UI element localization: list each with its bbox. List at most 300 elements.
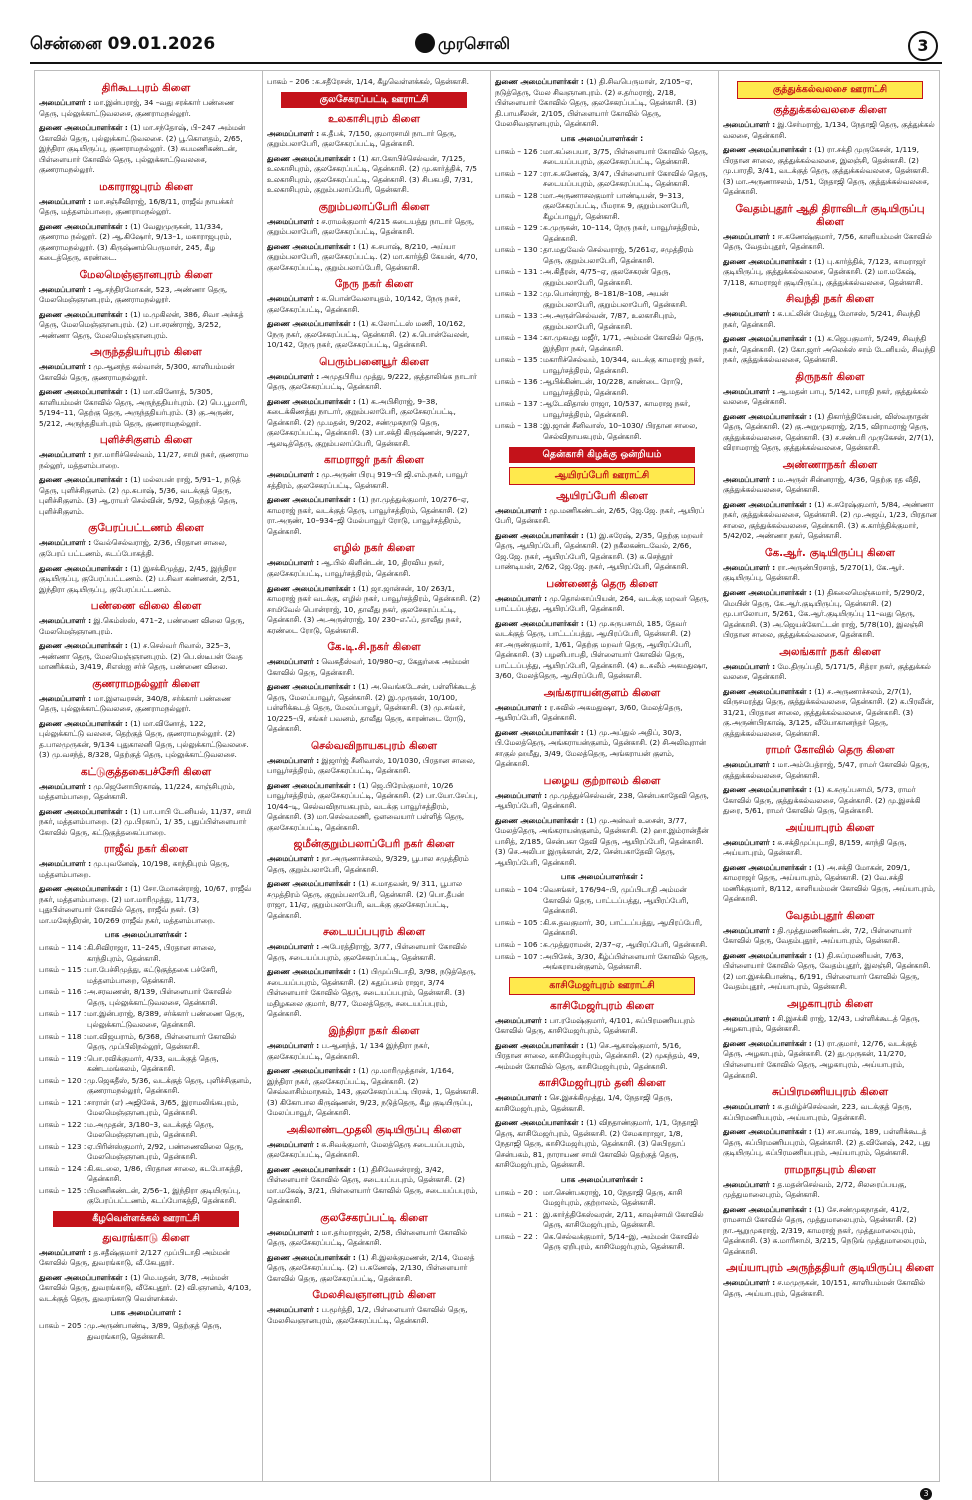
role-label: அமைப்பாளர் :	[267, 1305, 320, 1315]
member-entry	[723, 863, 937, 905]
member-details: இஜார்ஜ் சீனிவாஸ், 10/1030, பிரதான சாலை, பாவூர்சத்திரம், குலசேகரப்பட்டி, தென்காசி.	[267, 755, 476, 776]
member-entry	[267, 1140, 481, 1161]
member-details: மு.புவனேஷ், 10/198, காந்திபுரம் தெரு, மத்தளம்பாறை.	[39, 859, 230, 879]
role-label: துணை அமைப்பாளர்கள் :	[267, 396, 356, 406]
member-details: சி.இசக்கி ராஜ், 12/43, பள்ளிக்கூடத் தெரு, அழகாபுரம், தென்காசி.	[723, 1013, 920, 1034]
member-entry	[39, 641, 253, 673]
content-columns	[34, 70, 940, 1482]
member-entry	[723, 1014, 937, 1035]
member-details: (1) இ.சுரேஷ், 2/35, தெற்கு மறவர் தெரு, ஆயிரப்பேரி, தென்காசி. (2) நகீலகண்டவேல், 2/66, ஜே.ஜே. நகர், ஆயிரப்பேரி, தென்காசி. (3) சு.செந்தூர் பாண்டியன், 2/62, ஜே.ஜே. நகர், ஆயிரப்பேரி, தென்காசி.	[495, 530, 704, 572]
booth-number: பாகம் – 137 :	[495, 399, 543, 409]
booth-agent: கி.கடலை, 1/86, பிரதான சாலை, கடபோகத்தி, தென்காசி.	[87, 1163, 243, 1184]
booth-row	[495, 267, 709, 288]
member-entry	[267, 584, 481, 637]
member-details: ப.ஆனந்த், 1/ 134 இந்திரா நகர், குலசேகரப்பட்டி, தென்காசி.	[267, 1041, 430, 1061]
branch-heading: குறும்பலாப்பேரி கிளை	[318, 200, 430, 213]
column-divider	[718, 71, 719, 1481]
member-details: (1) திகலைமெஞ்சுமார், 5/290/2, மெயின் தெரு, கே.ஆர்.குடியிருப்பு, தென்காசி. (2) மூ.பாலோபா, 5/261, கே.ஆர்.குடியிருப்பு 11–வது தெரு, தென்காசி. (3) அ.ஜெயக்கோட்டன் ராஜ், 5/78(10), இலஞ்சி பிரதான சாலை, குத்துக்கல்வலசை, தென்காசி.	[723, 587, 925, 640]
page-number: 3	[908, 31, 938, 61]
booth-agent: கி.சிவிராஜா, 11–245, பிரதான சாலை, காந்திபுரம், தென்காசி.	[87, 943, 217, 963]
member-entry	[39, 807, 253, 839]
member-details: செ.இசக்கிமுத்து, 1/4, நேதாஜி தெரு, காசிமேஜர்புரம், தென்காசி.	[495, 1093, 673, 1113]
member-details: (1) மு.அப்துல் அதிப், 30/3, பி.மேலத்தெரு, அங்கராயன்குளம், தென்காசி. (2) சிஅலிவுரான் சாகுல் ஹமீது, 3/49, மேலத்தெரு, அங்கராயன் குளம், தென்காசி.	[495, 727, 706, 769]
section-banner: காசிமேஜர்புரம் ஊராட்சி	[509, 977, 695, 995]
role-label: அமைப்பாளர் :	[267, 755, 320, 765]
member-details: (1) மா.வினோத், 122, புல்லுக்காட்டு வலசை, தெற்குத் தெரு, குணராமநல்லூர். (2) த.பாலமுருகன், 9/134 புதுகாலனி தெரு, புல்லுக்காட்டுவலசை. (3) மு.வசந்த், 8/328, தெற்குத் தெரு, புல்லுக்காட்டுவலசை.	[39, 718, 249, 760]
member-details: ச.மமுருகன், 10/151, காளியம்மன் கோவில் தெரு, அய்யாபுரம், தென்காசி.	[723, 1278, 926, 1298]
member-entry	[723, 475, 937, 496]
role-label: துணை அமைப்பாளர்கள் :	[267, 583, 356, 593]
member-details: நா.அருணாச்சலம், 9/329, பூபால சமுத்திரம் தெரு, குறும்பலாபேரி, தென்காசி.	[267, 854, 469, 874]
role-label: துணை அமைப்பாளர்கள் :	[267, 682, 356, 692]
branch-heading: குலசேகரப்பட்டி கிளை	[320, 1211, 428, 1224]
role-label: அமைப்பாளர் :	[267, 216, 320, 226]
member-entry	[39, 310, 253, 342]
booth-row	[39, 1098, 253, 1119]
member-details: (1) செ.ஆகாஷ்குமார், 5/16, பிரதான சாலை, காசிமேஜர்புரம், தென்காசி. (2) முகந்தம், 49, அம்மன் கோவில் தெரு, காசிமேஜர்புரம், தென்காசி.	[495, 1040, 700, 1071]
member-details: (1) ரா.குமார், 12/76, வடக்குத் தெரு, அழகாபுரம், தென்காசி. (2) து.முருகன், 11/270, பிள்ளையார் கோவில் தெரு, அழகாபுரம், அய்யாபுரம், தென்காசி.	[723, 1038, 917, 1080]
booth-row	[39, 987, 253, 1008]
role-label: அமைப்பாளர் :	[267, 128, 320, 138]
member-details: ஆ.பில் கிளின்டன், 10, திரவிய நகர், குலசேகரப்பட்டி, பாவூர்சத்திரம், தென்காசி.	[267, 558, 445, 578]
member-details: (1) ச.அருணாச்சலம், 2/7(1), விருசமரத்து தெரு, குத்துக்கல்வலசை, தென்காசி. (2) க.பிரவீன், 31/21, பிரதான சாலை, குத்துக்கல்வலசை, தென்காசி. (3) கு.அருண்பிரகாஷ், 3/125, வீயோகானந்தர் தெரு, குத்துக்கல்வலசை, தென்காசி.	[723, 686, 934, 738]
role-label: துணை அமைப்பாளர்கள் :	[723, 334, 812, 344]
member-details: நா.மாரிச்செல்வம், 11/27, சாமி நகர், குணராம நல்லூர், மத்தளம்பாறை.	[39, 450, 249, 470]
role-label: துணை அமைப்பாளர்கள் :	[723, 1204, 812, 1214]
member-entry	[267, 942, 481, 963]
member-details: ஆ.மதன் பாபு, 5/142, பாரதி நகர், குத்துக்கல் வலசை, தென்காசி.	[723, 386, 928, 407]
sub-heading: பாக அமைப்பாளர்கள் :	[104, 930, 188, 940]
member-entry	[39, 719, 253, 761]
member-entry	[723, 1278, 937, 1299]
booth-row	[495, 1188, 709, 1209]
member-entry	[495, 1118, 709, 1171]
role-label: அமைப்பாளர் :	[723, 309, 776, 319]
sub-heading: பாக அமைப்பாளர்கள் :	[560, 1174, 644, 1184]
member-details: (1) தி.சிவபெருமாள், 2/105–ஏ, நடுத்தெரு, மேல சிவஞானபுரம். (2) ச.தர்மராஜ், 2/18, பிள்ளையார் கோவில் தெரு, குலசேகரப்பட்டி, தென்காசி. (3) தி.பாயசீலன், 2/105, பிள்ளையார் கோவில் தெரு, மேலசிவஞானபுரம், தென்காசி.	[495, 77, 697, 129]
booth-number: பாகம் – 115 :	[39, 965, 87, 975]
booth-agent: அ.கிதீரன், 4/75–ஏ, குலசேகரன் தெரு, குறும்பலாபேரி, தென்காசி.	[543, 267, 671, 287]
member-details: (1) சு.சுரேஷ்குமார், 5/84, அண்ணா நகர், குத்துக்கல்வலசை, தென்காசி. (2) மு.அஜய், 1/23, பிரதான சாலை, குத்துக்கல்வலசை, தென்காசி. (3) சு.கார்த்திக்குமார், 5/42/02, அண்ணா நகர், தென்காசி.	[723, 499, 937, 541]
branch-heading: கே.ஆர். குடியிருப்பு கிளை	[765, 546, 895, 559]
member-details: (1) மல்லபன் ராஜ், 5/91–1, நடுத் தெரு, புளிச்சிகுளம். (2) மு.சுபாஷ், 5/36, வடக்குத் தெரு, புளிச்சிகுளம். (3) ஆ.ராயர் செல்வின், 5/92, தெற்குத் தெரு, புளிச்சிகுளம்.	[39, 475, 241, 516]
booth-agent: மா.இன்பராஜ், 8/389, சர்க்கார் பண்ணை தெரு, புல்லுக்காட்டுவலசை, தென்காசி.	[87, 1009, 245, 1029]
member-details: மா.இன்பராஜ், 34 –வது சரக்கார் பண்ணை தெரு, புல்லுக்காட்டுவலசை, குணராமநல்லூர்.	[39, 98, 235, 118]
booth-agent: மு.அருண்பாண்டி, 3/89, தெற்குத் தெரு, துவரங்காடு, தென்காசி.	[87, 1321, 222, 1341]
member-entry	[267, 682, 481, 735]
member-details: ச.ராமக்குமார் 4/215 கடையத்து நாடார் தெரு, குறும்பலாபேரி, குலசேகரப்பட்டி, தென்காசி.	[267, 216, 475, 237]
member-entry	[723, 1039, 937, 1081]
member-entry	[495, 77, 709, 130]
member-details: பா.ரமேஷ்குமார், 4/101, சுப்பிரமணியபுரம் கோவில் தெரு, காசிமேஜர்புரம், தென்காசி.	[495, 1015, 695, 1036]
role-label: துணை அமைப்பாளர்கள் :	[267, 495, 356, 505]
branch-heading: அங்கராயன்குளம் கிளை	[543, 686, 661, 699]
member-details: சு.சக்திமுப்புடாதி, 8/159, காந்தி தெரு, அய்யாபுரம், தென்காசி.	[723, 837, 907, 858]
booth-number: பாகம் – 125 :	[39, 1185, 87, 1195]
role-label: துணை அமைப்பாளர்கள் :	[39, 475, 128, 485]
member-details: (1) க.லோட்டஸ் மணி, 10/162, நேரு நகர், குலசேகரப்பட்டி, தென்காசி. (2) சு.பொன்வேலன், 10/142, நேரு நகர், குலசேகரப்பட்டி, தென்காசி.	[267, 319, 470, 350]
member-entry	[267, 1253, 481, 1285]
member-details: சு.தமிழ்ச்செல்வன், 223, வடக்குத் தெரு, சுப்பிரமணியபுரம், அய்யாபுரம், தென்காசி.	[723, 1102, 912, 1122]
section-banner: ஆயிரப்பேரி ஊராட்சி	[509, 467, 695, 485]
member-entry	[267, 154, 481, 196]
member-details: (1) விநதாண்குமார், 1/1, நேதாஜி தெரு, காசிமேஜர்புரம், தென்காசி. (2) சேமகாராஜா, 1/8, நேதாஜி தெரு, காசிமேஜர்புரம், தென்காசி. (3) செபிரதாப் சென்பகம், 81, நாராயண சாமி கோவில் தெற்குத் தெரு, காசிமேஜர்புரம், தென்காசி.	[495, 1118, 698, 1170]
branch-heading: திருநகர் கிளை	[795, 370, 865, 383]
role-label: அமைப்பாளர் :	[267, 1041, 320, 1050]
booth-row	[39, 1009, 253, 1030]
member-entry	[723, 1205, 937, 1258]
member-entry	[39, 362, 253, 383]
member-details: அமுதபிரிய முத்து, 9/222, குத்தாலிங்க நாடார் தெரு, குலசேகரப்பட்டி, தென்காசி.	[267, 371, 477, 392]
role-label: துணை அமைப்பாளர்கள் :	[723, 1038, 812, 1048]
branch-heading: பண்ணை விலை கிளை	[90, 600, 202, 613]
member-details: த.சதீஷ்குமார் 2/127 முப்பிடாதி அம்மன் கோவில் தெரு, துவரங்காடு, வீ.கேபுதூர்.	[39, 1247, 230, 1268]
branch-heading: அய்யாபுரம் அருந்ததியர் குடியிருப்பு கிளை	[726, 1262, 934, 1275]
booth-agent: சாராள் (எ) அஜிசேக், 3/65, இராமலிங்கபுரம், மேலமெஞ்ஞானபுரம், தென்காசி.	[87, 1097, 239, 1118]
column-4	[723, 77, 937, 1475]
member-entry	[267, 217, 481, 238]
member-details: (1) திகார்த்திகேயன், விஸ்வநாதன் தெரு, தென்காசி. (2) கு.அறுமுகராஜ், 2/15, விராமராஜ் தெரு, குத்துக்கல்வலசை, தென்காசி. (3) ச.சண்பரி முருகேசன், 2/7(1), விராமராஜ் தெரு, குத்துக்கல்வலசை, தென்காசி.	[723, 411, 934, 453]
branch-heading: உலகாசிபுரம் கிளை	[327, 112, 421, 125]
member-entry	[267, 319, 481, 351]
member-details: வெகதீஸ்வர், 10/980–ஏ, கேதுர்கை அம்மன் கோவில் தெரு, தென்காசி.	[267, 657, 470, 677]
booth-number: பாகம் – 134 :	[495, 333, 543, 343]
booth-number: பாகம் – 128 :	[495, 190, 543, 200]
branch-heading: வேதம்புதூர் ஆதி திராவிடர் குடியிருப்பு கிளை	[735, 202, 925, 228]
branch-heading: அய்யாபுரம் கிளை	[785, 821, 875, 834]
role-label: அமைப்பாளர் :	[723, 474, 776, 484]
booth-number: பாகம் – 116 :	[39, 987, 87, 997]
member-entry	[495, 1041, 709, 1073]
booth-number: பாகம் – 119 :	[39, 1053, 87, 1063]
role-label: துணை அமைப்பாளர்கள் :	[39, 563, 128, 573]
member-details: அபேரத்திராஜ், 3/77, பிள்ளையார் கோவில் தெரு, சடையப்பபுரம், குலசேகரப்பட்டி, தென்காசி.	[267, 942, 467, 962]
member-entry	[39, 98, 253, 119]
member-entry	[267, 397, 481, 450]
role-label: அமைப்பாளர் :	[39, 781, 92, 791]
role-label: அமைப்பாளர் :	[495, 790, 548, 800]
booth-row	[495, 377, 709, 398]
member-entry	[495, 1016, 709, 1037]
booth-agent: ஆடேவிதாஸ் ராஜா, 10/537, காமராஜ நகர், பாவூர்சத்திரம், தென்காசி.	[543, 399, 691, 419]
branch-heading: எழில் நகர் கிளை	[333, 542, 415, 555]
booth-agent: மா.அருணாசலகுமார் பாண்டியன், 9–313, குலசேகரப்பட்டி, பீமராசு 9, குறும்பலாபேரி, கீழப்பாவூர், தென்காசி.	[543, 190, 690, 221]
member-entry	[495, 594, 709, 615]
role-label: அமைப்பாளர் :	[39, 1247, 92, 1257]
branch-heading: நேரு நகர் கிளை	[334, 278, 414, 291]
branch-heading: ஜமீன்குறும்பலாப்பேரி நகர் கிளை	[293, 838, 455, 851]
branch-heading: அலங்கார் நகர் கிளை	[779, 645, 881, 658]
role-label: துணை அமைப்பாளர்கள் :	[267, 1252, 356, 1262]
role-label: அமைப்பாளர் :	[267, 470, 320, 480]
member-entry	[495, 531, 709, 573]
role-label: துணை அமைப்பாளர்கள் :	[39, 387, 128, 397]
role-label: அமைப்பாளர் :	[267, 371, 320, 381]
role-label: அமைப்பாளர் :	[495, 1015, 548, 1025]
member-details: (1) ச.செல்வர் ரிவால், 325–3, அண்ணா தெரு, மேலமெஞ்ஞானபுரம். (2) பெ.ஸ்டீபன் வேத மாணிக்கம், 3/419, சிஎஸ்ஐ சர்ச் தெரு, பண்ணை விலை.	[39, 641, 243, 672]
column-2	[267, 77, 481, 1475]
booth-agent: மா.விஜயராம், 6/368, பிள்ளையார் கோவில் தெரு, முப்பிலிநல்லூர், தென்காசி.	[87, 1031, 237, 1052]
newspaper-header	[0, 0, 972, 58]
member-entry	[723, 257, 937, 289]
booth-agent: ஆபிக்கிண்டன், 10/228, காண்டை ரோடு, பாவூர்சத்திரம், தென்காசி.	[543, 377, 683, 397]
member-entry	[267, 242, 481, 274]
booth-number: பாகம் – 131 :	[495, 267, 543, 277]
booth-agent: சு.முத்துராமன், 2/37–ஏ, ஆயிரப்பேரி, தென்காசி.	[543, 940, 708, 949]
role-label: அமைப்பாளர் :	[723, 760, 776, 770]
column-divider	[262, 71, 263, 1481]
role-label: துணை அமைப்பாளர்கள் :	[495, 530, 584, 540]
booth-agent: பா.பேச்சிமுத்து, கட்டுகுத்தகை பச்சேரி, மத்தளம்பாறை, தென்காசி.	[87, 965, 218, 985]
role-label: அமைப்பாளர் :	[39, 284, 92, 294]
role-label: துணை அமைப்பாளர்கள் :	[723, 256, 812, 266]
booth-agent: பிமணிகண்டன், 2/56–1, இந்திரா குடியிருப்பு, குபேரப்பட்டணம், கடப்போகத்தி, தென்காசி.	[87, 1185, 241, 1206]
booth-number: பாகம் – 22 :	[495, 1231, 538, 1241]
booth-row	[495, 940, 709, 951]
member-details: (1) கா.கோபிச்செல்வன், 7/125, உலகாசிபுரம், குலசேகரப்பட்டி, தென்காசி. (2) மு.கார்த்திக், 7/5 உலகாசிபுரம், குலசேகரப்பட்டி, தென்காசி. (3) சிபகபதி, 7/31, உலகாசிபுரம், குறும்பலாப்பேரி, தென்காசி.	[267, 153, 478, 195]
booth-row	[495, 169, 709, 190]
branch-heading: ராமர் கோவில் தெரு கிளை	[765, 744, 895, 757]
member-details: சு.சிவக்குமார், மேலத்தெரு சடையப்பபுரம், குலசேகரப்பட்டி, தென்காசி.	[267, 1139, 465, 1160]
member-entry	[267, 470, 481, 491]
column-1	[39, 77, 253, 1475]
role-label: துணை அமைப்பாளர்கள் :	[723, 686, 812, 696]
role-label: துணை அமைப்பாளர்கள் :	[495, 1040, 584, 1050]
booth-number: பாகம் – 135 :	[495, 355, 543, 365]
member-entry	[267, 129, 481, 150]
role-label: துணை அமைப்பாளர்கள் :	[723, 950, 812, 960]
role-label: துணை அமைப்பாளர்கள் :	[267, 879, 356, 889]
member-entry	[267, 294, 481, 315]
booth-agent: கா.முகமது மஜீர், 1/71, அம்மன் கோவில் தெரு, இந்திரா நகர், தென்காசி.	[543, 333, 704, 353]
member-details: க.பொன்வேலாயுதம், 10/142, நேரு நகர், குலசேகரப்பட்டி, தென்காசி.	[267, 294, 461, 314]
member-details: (1) சு.மாதவன், 9/ 311, பூபால சமுத்திரம் தெரு, குறும்பலாபேரி, தென்காசி. (2) பொ.தீபன் ராஜா, 11/ஏ, குறும்பலாபேரி, வடக்கு குலசேகரப்பட்டி, தென்காசி.	[267, 879, 464, 920]
column-divider	[490, 71, 491, 1481]
booth-number: பாகம் – 132 :	[495, 289, 543, 299]
booth-number: பாகம் – 206 :	[267, 77, 315, 86]
column-3	[495, 77, 709, 1475]
role-label: அமைப்பாளர் :	[267, 294, 320, 304]
booth-number: பாகம் – 118 :	[39, 1031, 87, 1041]
role-label: துணை அமைப்பாளர்கள் :	[723, 587, 812, 597]
branch-heading: ராமநாதபுரம் கிளை	[784, 1163, 876, 1176]
member-entry	[267, 1228, 481, 1249]
booth-row	[39, 1032, 253, 1053]
branch-heading: மேலசிவஞானபுரம் கிளை	[312, 1289, 436, 1302]
booth-number: பாகம் – 120 :	[39, 1075, 87, 1085]
role-label: அமைப்பாளர் :	[39, 450, 92, 460]
role-label: துணை அமைப்பாளர்கள் :	[39, 718, 128, 728]
booth-number: பாகம் – 123 :	[39, 1141, 87, 1151]
role-label: அமைப்பாளர் :	[723, 231, 776, 241]
member-entry	[723, 309, 937, 330]
role-label: துணை அமைப்பாளர்கள் :	[39, 123, 128, 133]
member-details: (1) பா.பாபி டேனியல், 11/37, சாமி நகர், மத்தளம்பாறை. (2) மு.பிரகாப், 1/ 35, புதுப்பிள்ளையார் கோவில் தெரு, கட்டுகுத்தகைப்பாறை.	[39, 806, 252, 837]
booth-number: பாகம் – 107 :	[495, 951, 543, 961]
member-entry	[267, 657, 481, 678]
role-label: அமைப்பாளர் :	[39, 616, 92, 626]
member-entry	[723, 951, 937, 993]
role-label: அமைப்பாளர் :	[267, 1139, 320, 1149]
member-details: மு.தொல்காப்பியன், 264, வடக்கு மறவர் தெரு, பாட்டப்பத்து, ஆயிரப்பேரி, தென்காசி.	[495, 593, 709, 614]
member-entry	[267, 558, 481, 579]
member-entry	[267, 967, 481, 1020]
member-details: மு.ஜெனோபிரகாஷ், 11/224, காஞ்சிபுரம், மத்தளம்பாறை, தென்காசி.	[39, 781, 235, 802]
role-label: துணை அமைப்பாளர்கள் :	[267, 780, 356, 790]
booth-agent: அபிசேக், 3/30, கீழ்ப்பிள்ளையார் கோவில் தெரு, அங்கராயன்குளம், தென்காசி.	[543, 951, 709, 972]
section-banner: குலசேகரப்பட்டி ஊராட்சி	[281, 92, 467, 108]
booth-agent: கெ.செல்வக்குமார், 5/14–இ, அம்மன் கோவில் தெரு ஏறிபுரம், காசிமேஜர்புரம், தென்காசி.	[543, 1231, 699, 1252]
sub-heading: பாக அமைப்பாளர்கள் :	[560, 133, 644, 143]
member-details: (1) பிமுப்பிடாதி, 3/98, நடுத்தெரு, சடையப்பபுரம், தென்காசி. (2) சுதுப்பசம் ராஜா, 3/74 பிள்ளையார் கோவில் தெரு, சடையப்பபுரம், தென்காசி. (3) மதிழகலை குமார், 8/77, மேலத்தெரு, சடையப்பபுரம், தென்காசி.	[267, 967, 476, 1019]
member-entry	[39, 616, 253, 637]
booth-row	[495, 147, 709, 168]
role-label: துணை அமைப்பாளர்கள் :	[723, 145, 812, 155]
member-entry	[723, 120, 937, 141]
role-label: துணை அமைப்பாளர்கள் :	[267, 319, 356, 329]
member-entry	[723, 785, 937, 817]
member-entry	[723, 412, 937, 454]
member-entry	[39, 475, 253, 517]
member-entry	[723, 232, 937, 253]
booth-agent: சு.சதீரேசன், 1/14, கீழவெள்ளக்கல், தென்காசி.	[315, 77, 469, 86]
member-details: மா.இளவரசன், 340/8, சர்க்கார் பண்ணை தெரு, புல்லுக்காட்டுவலசை, குணராமநல்லூர்.	[39, 693, 232, 714]
member-details: (1) தி.சுப்ரமணியன், 7/63, பிள்ளையார் கோவில் தெரு, வேதம்புதூர், இலஞ்சி, தென்காசி. (2) மா.இசக்கிபாண்டி, 6/191, பிள்ளையார் கோவில் தெரு, வேதம்புதூர், அய்யாபுரம், தென்காசி.	[723, 950, 931, 992]
role-label: துணை அமைப்பாளர்கள் :	[495, 1118, 584, 1128]
member-details: (1) ஜா.ஜான்சன், 10/ 263/1, காமராஜ் நகர் வடக்கு, எழில் நகர், பாவூர்சத்திரம், தென்காசி. (2) சாமிவேல் பொன்ராஜ், 10, தாவீது நகர், குலசேகரப்பட்டி, தென்காசி. (3) அ.அருள்ராஜ், 10/ 230–எஃப், தாவீது நகர், கரண்டை ரோடு, தென்காசி.	[267, 583, 481, 635]
booth-number: பாகம் – 126 :	[495, 146, 543, 156]
member-details: (1) சு.சபாஷ், 8/210, அய்யா குறும்பலாபேரி, குலசேகரப்பட்டி. (2) மா.கார்த்தி கேயன், 4/70, குலசேகரப்பட்டி, குறும்பலாப்பேரி, தென்காசி.	[267, 241, 478, 272]
member-details: (1) மு.சுருபசாமி, 185, தேவர் வடக்குத் தெரு, பாட்டப்பத்து, ஆயிரப்பேரி, தென்காசி. (2) சா.அருண்குமார், 1/61, தெற்கு மறவர் தெரு, ஆயிரப்பேரி, தென்காசி. (3) பழனிபாபதி, பிள்ளையார் கோவில் தெரு, பாட்டப்பத்து, ஆயிரப்பேரி, தென்காசி. (4) உ.சுலீம் அகமதுஷா, 3/60, மேலத்தெரு, ஆயிரப்பேரி, தென்காசி.	[495, 618, 708, 681]
edition-date: சென்னை 09.01.2026	[30, 34, 216, 54]
member-entry	[723, 662, 937, 683]
booth-row	[495, 333, 709, 354]
booth-number: பாகம் – 124 :	[39, 1163, 87, 1173]
member-details: (1) திசிவேசன்ராஜ், 3/42, பிள்ளையார் கோவில் தெரு, சடையப்பபுரம், தென்காசி. (2) மா.மகேஷ், 3/21, பிள்ளையார் கோவில் தெரு, சடையப்பபுரம், தென்காசி.	[267, 1164, 478, 1206]
member-entry	[723, 588, 937, 641]
branch-heading: கட்டுகுத்தகைபச்சேரி கிளை	[80, 765, 212, 778]
booth-row	[495, 1232, 709, 1253]
section-banner: குத்துக்கல்வலசை ஊராட்சி	[737, 81, 923, 99]
role-label: அமைப்பாளர் :	[723, 120, 776, 129]
role-label: துணை அமைப்பாளர்கள் :	[39, 884, 128, 894]
member-entry	[267, 879, 481, 921]
member-entry	[723, 1180, 937, 1201]
member-details: மே.திருப்பதி, 5/171/5, சித்ரா நகர், குத்துக்கல் வலசை, தென்காசி.	[723, 661, 931, 682]
role-label: துணை அமைப்பாளர்கள் :	[723, 499, 812, 509]
member-details: (1) சோ.மோகன்ராஜ், 10/67, ராஜீவ் நகர், மத்தளம்பாறை. (2) மா.மாரிமுத்து, 11/73, புதுபிள்ளையார் கோவில் தெரு, ராஜீவ் நகர். (3) மா.மகேந்திரன், 10/269 ராஜீவ் நகர், மத்தளம்பாறை.	[39, 884, 251, 925]
branch-heading: சிவந்தி நகர் கிளை	[786, 293, 874, 306]
member-entry	[267, 756, 481, 777]
role-label: துணை அமைப்பாளர்கள் :	[39, 309, 128, 319]
booth-row	[495, 311, 709, 332]
role-label: அமைப்பாளர் :	[267, 942, 320, 952]
role-label: அமைப்பாளர் :	[723, 1013, 776, 1023]
footer-page-badge: 3	[920, 1488, 932, 1500]
member-entry	[39, 1273, 253, 1305]
member-entry	[495, 728, 709, 770]
booth-row	[495, 952, 709, 973]
branch-heading: பழைய குற்றாலம் கிளை	[543, 774, 661, 787]
role-label: துணை அமைப்பாளர்கள் :	[495, 727, 584, 737]
sub-heading: பாக அமைப்பாளர் :	[110, 1308, 182, 1318]
member-details: (1) சே.சண்முகநாதன், 41/2, ராமசாமி கோவில் தெரு, முத்துமாலைபுரம், தென்காசி. (2) நா.ஆறுமுகராஜ், 2/319, காமராஜ் நகர், முத்துமாலைபுரம், தென்காசி. (3) சு.மாரிசாமி, 3/215, நெடுங் முத்துமாலைபுரம், தென்காசி.	[723, 1204, 927, 1256]
role-label: அமைப்பாளர் :	[723, 661, 776, 671]
role-label: அமைப்பாளர் :	[39, 538, 92, 548]
member-entry	[723, 760, 937, 781]
branch-heading: அருந்ததியர்புரம் கிளை	[90, 346, 202, 359]
member-entry	[495, 791, 709, 812]
booth-number: பாகம் – 129 :	[495, 223, 543, 233]
member-details: மு.மணிகண்டன், 2/65, ஜே.ஜே. நகர், ஆயிரப் பேரி, தென்காசி.	[495, 505, 705, 526]
role-label: அமைப்பாளர் :	[267, 558, 320, 568]
section-banner: தென்காசி கிழக்கு ஒன்றியம்	[509, 447, 695, 463]
member-details: (1) மு.அன்வர் உசைன், 3/77, மேலத்தெரு, அங்கராயன்குளம், தென்காசி. (2) ஹா.இம்ரான்தீன் பாசித், 2/185, சென்பகா தேவி தெரு, ஆயிரப்பேரி, தென்காசி. (3) செ.அலிபா இருக்கான், 2/2, சென்பகாதேவி தெரு, ஆயிரப்பேரி, தென்காசி.	[495, 815, 709, 867]
role-label: துணை அமைப்பாளர்கள் :	[495, 815, 584, 825]
role-label: அமைப்பாளர் :	[723, 1179, 776, 1189]
booth-number: பாகம் – 106 :	[495, 940, 543, 949]
member-entry	[495, 816, 709, 869]
member-details: (1) வேலுமுருகன், 11/334, குணராம நல்லூர். (2) ஆ.கிஷோர், 9/13–1, மகாராஜபுரம், குணராமநல்லூர். (3) கிருஷ்ணம்பெருமாள், 245, கீழ கடைத்தெரு, சுரண்டை.	[39, 221, 232, 263]
booth-row	[495, 223, 709, 244]
booth-row	[495, 399, 709, 420]
booth-row	[39, 1321, 253, 1342]
member-details: (1) மா.வினோத், 5/305, காளியம்மன் கோவில் தெரு, அருந்ததியர்புரம். (2) பெ.பூமாரி, 5/194–11, தெற்கு தெரு, அருந்ததியர்புரம். (3) கு.அருண், 5/212, அருந்ததியர்புரம் தெரு, குணராமநல்லூர்.	[39, 387, 248, 428]
member-entry	[267, 781, 481, 834]
role-label: துணை அமைப்பாளர்கள் :	[39, 1272, 128, 1282]
member-entry	[495, 703, 709, 724]
branch-heading: ஆயிரப்பேரி கிளை	[556, 489, 648, 502]
booth-row	[39, 943, 253, 964]
member-entry	[267, 372, 481, 393]
member-entry	[495, 1093, 709, 1114]
booth-agent: இ.கார்த்திகேஸ்வரன், 2/11, காவுச்சாமி கோவில் தெரு, காசிமேஜர்புரம், தென்காசி.	[543, 1209, 704, 1230]
branch-heading: அகிலாண்டமுதலி குடியிருப்பு கிளை	[286, 1123, 462, 1136]
member-details: (1) அ.சக்தி மோகன், 209/1, காமராஜர் தெரு, அய்யாபுரம், தென்காசி. (2) வே.சக்தி மணிக்குமார், 8/112, காளியம்மன் கோவில் தெரு, அய்யாபுரம், தென்காசி.	[723, 862, 936, 904]
booth-agent: இ.ஜான் சீனிவாஸ், 10–1030/ பிரதான சாலை, செல்விநாயகபுரம், தென்காசி.	[543, 421, 698, 441]
branch-heading: அழகாபுரம் கிளை	[787, 997, 873, 1010]
member-details: (1) நா.முத்துக்குமார், 10/276–ஏ, காமராஜ் நகர், வடக்குத் தெரு, பாவூர்சத்திரம், தென்காசி. (2) ரா.அருண், 10–934–ஜி மேல்பாவூர் ரோடு, பாவூர்சத்திரம், தென்காசி.	[267, 495, 469, 536]
member-entry	[723, 687, 937, 740]
branch-heading: மேலமெஞ்ஞானபுரம் கிளை	[79, 268, 213, 281]
member-details: (1) ஜெ.பிரேம்குமார், 10/26 பாவூர்சத்திரம், குலசேகரப்பட்டி, தென்காசி. (2) பா.யோ.சேப்பு, 10/44–டி, செல்வவிநாயகபுரம், வடக்கு பாவூர்சத்திரம், தென்காசி. (3) மா.செல்வமணி, ஒளவையார் பள்ளித் தெரு, குலசேகரப்பட்டி, தென்காசி.	[267, 780, 478, 832]
role-label: அமைப்பாளர் :	[723, 562, 776, 572]
member-entry	[39, 197, 253, 218]
booth-agent: ஏ.பிரின்ஸ்குமார், 2/92, பண்ணைவிலை தெரு, மேலமெஞ்ஞானபுரம், தென்காசி.	[87, 1141, 244, 1162]
branch-heading: காசிமேஜர்புரம் கிளை	[550, 999, 654, 1012]
member-entry	[495, 506, 709, 527]
branch-heading: திரிகூடபுரம் கிளை	[101, 82, 191, 94]
role-label: அமைப்பாளர் :	[723, 1278, 776, 1288]
branch-heading: சடையப்பபுரம் கிளை	[322, 926, 426, 939]
role-label: துணை அமைப்பாளர்கள் :	[723, 862, 812, 872]
member-details: மா.சஞ்சீவிராஜ், 16/8/11, ராஜீவ் நாயக்கர் தெரு, மத்தளம்பாறை, குணராமநல்லூர்.	[39, 196, 234, 217]
booth-row	[495, 355, 709, 376]
branch-heading: மகாராஜபுரம் கிளை	[99, 180, 193, 193]
booth-agent: மா.கப்பையா, 3/75, பிள்ளையார் கோவில் தெரு, சடையப்பபுரம், குலசேகரப்பட்டி, தென்காசி.	[543, 146, 709, 167]
member-entry	[495, 619, 709, 682]
member-entry	[723, 145, 937, 198]
booth-row	[495, 885, 709, 917]
booth-agent: கி.சு.தவகுமார், 30, பாட்டப்பத்து, ஆயிரப்பேரி, தென்காசி.	[543, 917, 703, 938]
booth-row	[39, 965, 253, 986]
role-label: துணை அமைப்பாளர்கள் :	[267, 153, 356, 163]
booth-agent: தா.மதுவேல் செல்வராஜ், 5/261ஏ, சமுத்திரம் தெரு, குறும்பலாபேரி, தென்காசி.	[543, 245, 694, 265]
member-entry	[723, 838, 937, 859]
booth-number: பாகம் – 114 :	[39, 943, 87, 953]
member-entry	[39, 285, 253, 306]
role-label: துணை அமைப்பாளர்கள் :	[39, 641, 128, 651]
